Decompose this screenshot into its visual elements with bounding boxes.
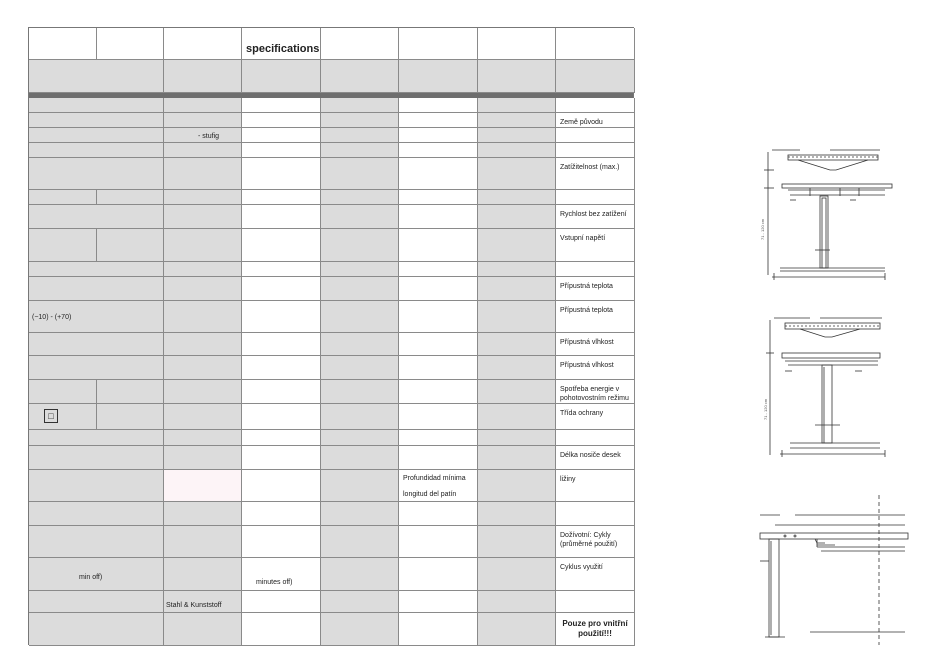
value-cell [164, 205, 242, 229]
value-cell [321, 591, 399, 613]
value-cell [164, 430, 242, 446]
value-cell [399, 190, 478, 205]
row-label-cell [29, 591, 164, 613]
value-cell [242, 98, 321, 113]
row-label-cell [97, 380, 164, 404]
value-cell [399, 502, 478, 526]
value-cell [164, 613, 242, 646]
value-cell [478, 301, 556, 333]
value-cell [321, 333, 399, 356]
value-cell [478, 229, 556, 262]
value-cell [321, 229, 399, 262]
value-cell [242, 526, 321, 558]
value-cell [321, 143, 399, 158]
cell-text: longitud del patín [403, 491, 457, 498]
cell-text: Přípustná teplota [560, 283, 613, 290]
spec-table [29, 28, 633, 644]
value-cell [321, 128, 399, 143]
row-desc-cell [556, 591, 635, 613]
row-label-cell [29, 613, 164, 646]
table-drawing-front [760, 140, 900, 282]
value-cell [242, 301, 321, 333]
value-cell [164, 470, 242, 502]
row-desc-cell [556, 333, 635, 356]
cell-text: ližiny [560, 476, 576, 483]
cell-text: Vstupní napětí [560, 235, 606, 242]
value-cell [321, 470, 399, 502]
row-label-cell [29, 277, 164, 301]
header-cell [399, 28, 478, 60]
value-cell [242, 143, 321, 158]
value-cell [478, 98, 556, 113]
row-desc-cell [556, 113, 635, 128]
value-cell [321, 113, 399, 128]
header-cell [97, 28, 164, 60]
value-cell [478, 613, 556, 646]
row-label-cell [29, 158, 164, 190]
value-cell [478, 356, 556, 380]
value-cell [164, 158, 242, 190]
value-cell [242, 380, 321, 404]
value-cell [242, 613, 321, 646]
cell-text: Délka nosiče desek [560, 452, 621, 459]
cell-text: Profundidad mínima [403, 475, 466, 482]
row-desc-cell [556, 356, 635, 380]
value-cell [321, 205, 399, 229]
value-cell [242, 430, 321, 446]
row-desc-cell [556, 470, 635, 502]
value-cell [478, 158, 556, 190]
header-cell [29, 28, 97, 60]
svg-text:71 - 120 cm: 71 - 120 cm [763, 398, 768, 420]
value-cell [478, 128, 556, 143]
cell-text: Třída ochrany [560, 410, 604, 417]
value-cell [399, 262, 478, 277]
row-label-cell [29, 113, 164, 128]
value-cell [321, 301, 399, 333]
row-label-cell [29, 502, 164, 526]
row-label-cell [29, 356, 164, 380]
value-cell [321, 613, 399, 646]
cell-text: Přípustná teplota [560, 307, 613, 314]
cell-text: Zatížitelnost (max.) [560, 164, 620, 171]
row-desc-cell [556, 229, 635, 262]
row-desc-cell [556, 98, 635, 113]
row-label-cell [29, 380, 97, 404]
value-cell [242, 190, 321, 205]
row-desc-cell [556, 190, 635, 205]
value-cell [399, 301, 478, 333]
value-cell [164, 113, 242, 128]
header-band-cell [478, 60, 556, 93]
value-cell [164, 333, 242, 356]
row-label-cell [29, 205, 164, 229]
row-desc-cell [556, 301, 635, 333]
value-cell [321, 356, 399, 380]
value-cell [321, 446, 399, 470]
value-cell [242, 128, 321, 143]
value-cell [399, 98, 478, 113]
header-cell [164, 28, 242, 60]
value-cell [399, 430, 478, 446]
value-cell [399, 591, 478, 613]
value-cell [478, 470, 556, 502]
value-cell [399, 470, 478, 502]
value-cell [478, 502, 556, 526]
row-label-cell [97, 190, 164, 205]
row-label-cell [29, 301, 164, 333]
value-cell [478, 190, 556, 205]
specifications-sheet [28, 27, 634, 645]
value-cell [242, 158, 321, 190]
value-cell [164, 356, 242, 380]
header-cell [478, 28, 556, 60]
svg-text:71 - 120 cm: 71 - 120 cm [760, 218, 765, 240]
value-cell [478, 262, 556, 277]
value-cell [242, 277, 321, 301]
row-label-cell [29, 333, 164, 356]
row-label-cell [29, 446, 164, 470]
value-cell [399, 143, 478, 158]
row-desc-cell [556, 143, 635, 158]
row-label-cell [97, 404, 164, 430]
cell-text: (−10) - (+70) [32, 314, 72, 321]
row-desc-cell [556, 558, 635, 591]
row-label-cell [29, 98, 164, 113]
row-desc-cell [556, 430, 635, 446]
row-desc-cell [556, 526, 635, 558]
cell-text: Stahl & Kunststoff [166, 602, 222, 609]
value-cell [478, 113, 556, 128]
cell-text: Přípustná vlhkost [560, 339, 614, 346]
value-cell [164, 301, 242, 333]
cell-text: Přípustná vlhkost [560, 362, 614, 369]
row-desc-cell [556, 262, 635, 277]
value-cell [321, 558, 399, 591]
row-label-cell [29, 190, 97, 205]
value-cell [164, 591, 242, 613]
value-cell [242, 558, 321, 591]
row-label-cell [29, 430, 164, 446]
value-cell [164, 404, 242, 430]
value-cell [399, 613, 478, 646]
header-band-cell [321, 60, 399, 93]
cell-text: minutes off) [256, 579, 293, 586]
value-cell [399, 558, 478, 591]
header-band-cell [556, 60, 635, 93]
row-desc-cell [556, 380, 635, 404]
row-label-cell [29, 558, 164, 591]
cell-text: Pouze pro vnitřní použití!!! [562, 619, 628, 638]
value-cell [164, 190, 242, 205]
header-cell [321, 28, 399, 60]
value-cell [321, 98, 399, 113]
value-cell [399, 404, 478, 430]
header-band-cell [242, 60, 321, 93]
row-label-cell [29, 470, 164, 502]
value-cell [478, 143, 556, 158]
value-cell [321, 190, 399, 205]
value-cell [478, 404, 556, 430]
value-cell [399, 333, 478, 356]
header-band-cell [399, 60, 478, 93]
value-cell [242, 446, 321, 470]
value-cell [321, 380, 399, 404]
value-cell [478, 205, 556, 229]
value-cell [478, 526, 556, 558]
value-cell [242, 262, 321, 277]
value-cell [242, 591, 321, 613]
value-cell [399, 277, 478, 301]
value-cell [164, 446, 242, 470]
value-cell [478, 591, 556, 613]
value-cell [164, 277, 242, 301]
row-desc-cell [556, 205, 635, 229]
row-label-cell [97, 229, 164, 262]
cell-text: - stufig [198, 133, 220, 140]
value-cell [478, 430, 556, 446]
value-cell [399, 446, 478, 470]
page-title-cell [242, 28, 321, 60]
row-desc-cell [556, 158, 635, 190]
value-cell [242, 502, 321, 526]
frame-detail-drawing [755, 495, 915, 645]
value-cell [242, 205, 321, 229]
value-cell [399, 113, 478, 128]
table-drawing-side [760, 315, 900, 460]
row-label-cell [29, 229, 97, 262]
row-label-cell [29, 404, 97, 430]
header-band-cell [29, 60, 164, 93]
row-desc-cell [556, 446, 635, 470]
row-desc-cell [556, 613, 635, 646]
value-cell [321, 502, 399, 526]
value-cell [164, 380, 242, 404]
row-desc-cell [556, 404, 635, 430]
cell-text: Rychlost bez zatížení [560, 211, 627, 218]
value-cell [242, 333, 321, 356]
value-cell [242, 356, 321, 380]
value-cell [242, 470, 321, 502]
value-cell [164, 229, 242, 262]
value-cell [164, 262, 242, 277]
value-cell [399, 356, 478, 380]
value-cell [399, 158, 478, 190]
value-cell [164, 98, 242, 113]
row-label-cell [29, 526, 164, 558]
value-cell [164, 143, 242, 158]
cell-text: specifications [246, 43, 320, 55]
value-cell [321, 404, 399, 430]
cell-text: min off) [79, 574, 103, 581]
row-label-cell [29, 143, 164, 158]
row-desc-cell [556, 128, 635, 143]
row-label-cell [29, 262, 164, 277]
cell-text: Spotřeba energie v pohotovostním režimu [560, 386, 629, 402]
header-band-cell [164, 60, 242, 93]
value-cell [242, 113, 321, 128]
value-cell [478, 333, 556, 356]
header-cell [556, 28, 635, 60]
value-cell [321, 277, 399, 301]
value-cell [478, 277, 556, 301]
value-cell [164, 128, 242, 143]
value-cell [399, 526, 478, 558]
value-cell [321, 526, 399, 558]
value-cell [478, 558, 556, 591]
row-desc-cell [556, 277, 635, 301]
value-cell [242, 404, 321, 430]
value-cell [164, 526, 242, 558]
value-cell [321, 158, 399, 190]
protection-class-symbol: □ [44, 409, 58, 423]
row-desc-cell [556, 502, 635, 526]
value-cell [478, 446, 556, 470]
value-cell [399, 380, 478, 404]
value-cell [242, 229, 321, 262]
value-cell [164, 502, 242, 526]
value-cell [399, 128, 478, 143]
cell-text: Dožívotní: Cykly (průměrné použití) [560, 532, 618, 548]
cell-text: Cyklus využití [560, 564, 603, 571]
value-cell [164, 558, 242, 591]
value-cell [478, 380, 556, 404]
cell-text: Země původu [560, 119, 603, 126]
value-cell [399, 229, 478, 262]
value-cell [321, 262, 399, 277]
value-cell [399, 205, 478, 229]
row-label-cell [29, 128, 164, 143]
value-cell [321, 430, 399, 446]
